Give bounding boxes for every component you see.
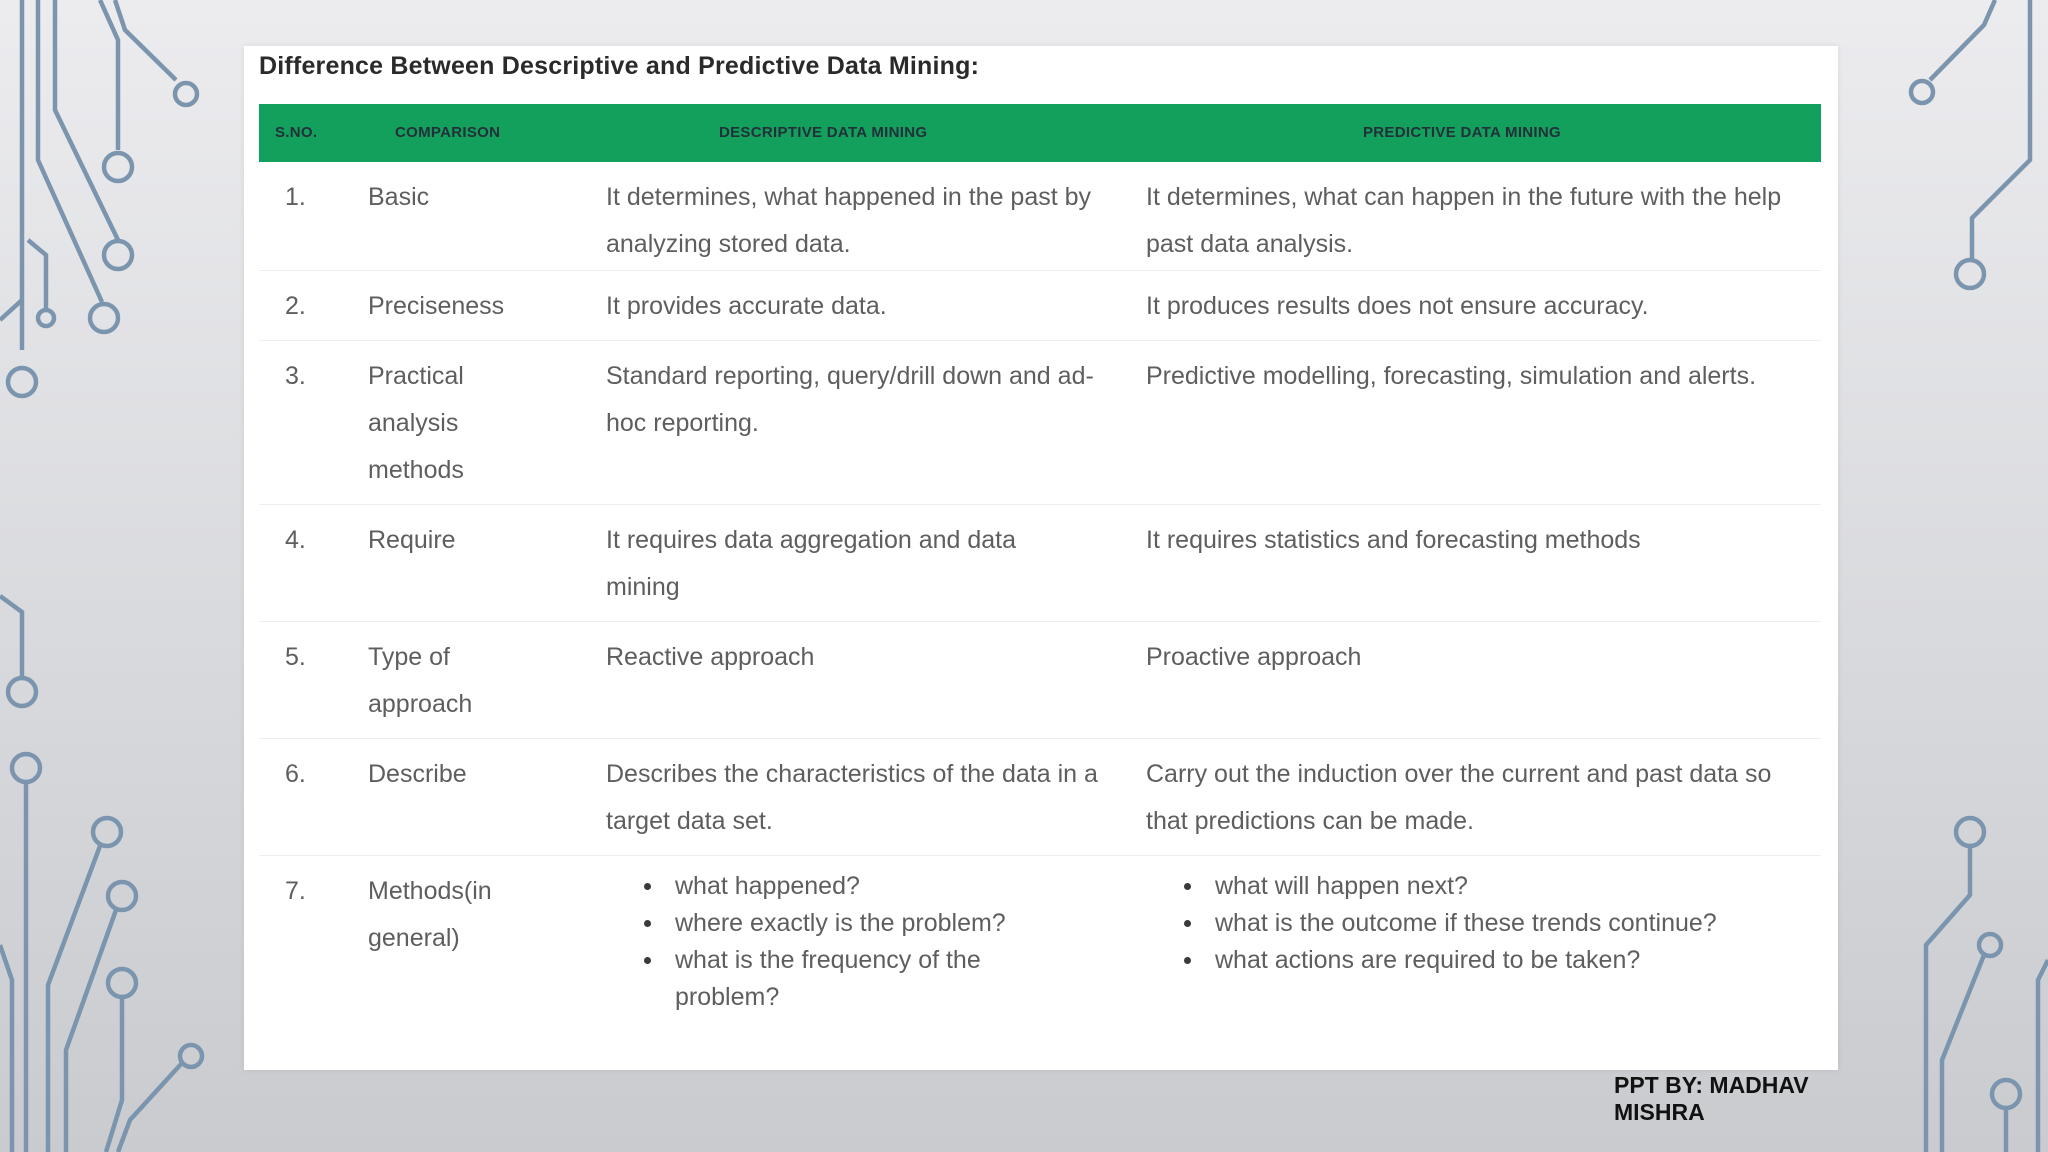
- list-item: what is the frequency of the problem?: [639, 942, 1089, 1016]
- table-row: [259, 162, 1821, 271]
- row-comparison: Basic: [368, 183, 430, 211]
- row-descriptive: It requires data aggregation and data mining: [606, 526, 1017, 601]
- row-descriptive: Standard reporting, query/drill down and ad-hoc reporting.: [606, 362, 1094, 437]
- content-card: [244, 46, 1838, 1070]
- row-predictive: It determines, what can happen in the future with the help past data analysis.: [1146, 183, 1782, 258]
- table-row: [259, 622, 1821, 739]
- row-predictive: Proactive approach: [1146, 643, 1362, 671]
- predictive-methods-list: [1179, 868, 1739, 979]
- author-credit: PPT BY: MADHAV MISHRA: [1614, 1072, 1809, 1125]
- table-row: [259, 505, 1821, 622]
- row-number: 4.: [285, 526, 306, 554]
- row-comparison: Practical analysis methods: [368, 362, 464, 484]
- row-number: 1.: [285, 183, 306, 211]
- header-comparison: COMPARISON: [395, 124, 501, 141]
- list-item: what happened?: [639, 868, 1089, 905]
- header-sno: S.NO.: [275, 124, 318, 141]
- row-number: 2.: [285, 292, 306, 320]
- descriptive-methods-list: [639, 868, 1089, 1016]
- circuit-right-bottom: [1926, 818, 2048, 1152]
- circuit-left-top: [0, 0, 197, 396]
- table-row: [259, 341, 1821, 505]
- row-descriptive: Reactive approach: [606, 643, 815, 671]
- row-comparison: Methods(in general): [368, 877, 492, 952]
- header-predictive: PREDICTIVE DATA MINING: [1363, 124, 1561, 141]
- row-comparison: Require: [368, 526, 456, 554]
- row-predictive: It produces results does not ensure accuracy.: [1146, 292, 1649, 320]
- row-comparison: Type of approach: [368, 643, 473, 718]
- circuit-left-mid: [0, 596, 36, 706]
- header-descriptive: DESCRIPTIVE DATA MINING: [719, 124, 928, 141]
- row-predictive: It requires statistics and forecasting methods: [1146, 526, 1641, 554]
- row-comparison: Describe: [368, 760, 467, 788]
- row-number: 6.: [285, 760, 306, 788]
- row-descriptive: It determines, what happened in the past by analyzing stored data.: [606, 183, 1092, 258]
- row-comparison: Preciseness: [368, 292, 505, 320]
- table-header: [259, 104, 1821, 162]
- row-descriptive: Describes the characteristics of the data in a target data set.: [606, 760, 1098, 835]
- row-predictive: Predictive modelling, forecasting, simulation and alerts.: [1146, 362, 1757, 390]
- list-item: what will happen next?: [1179, 868, 1739, 905]
- table-row: [259, 739, 1821, 856]
- row-predictive: Carry out the induction over the current and past data so that predictions can be made.: [1146, 760, 1772, 835]
- row-number: 3.: [285, 362, 306, 390]
- row-number: 7.: [285, 877, 306, 905]
- row-number: 5.: [285, 643, 306, 671]
- slide-title: Difference Between Descriptive and Predictive Data Mining:: [259, 52, 980, 80]
- list-item: what actions are required to be taken?: [1179, 942, 1739, 979]
- table-row: [259, 856, 1821, 1046]
- circuit-right-top: [1911, 0, 2030, 288]
- list-item: where exactly is the problem?: [639, 905, 1089, 942]
- table-row: [259, 271, 1821, 341]
- list-item: what is the outcome if these trends continue?: [1179, 905, 1739, 942]
- circuit-left-bottom: [0, 754, 202, 1152]
- row-descriptive: It provides accurate data.: [606, 292, 887, 320]
